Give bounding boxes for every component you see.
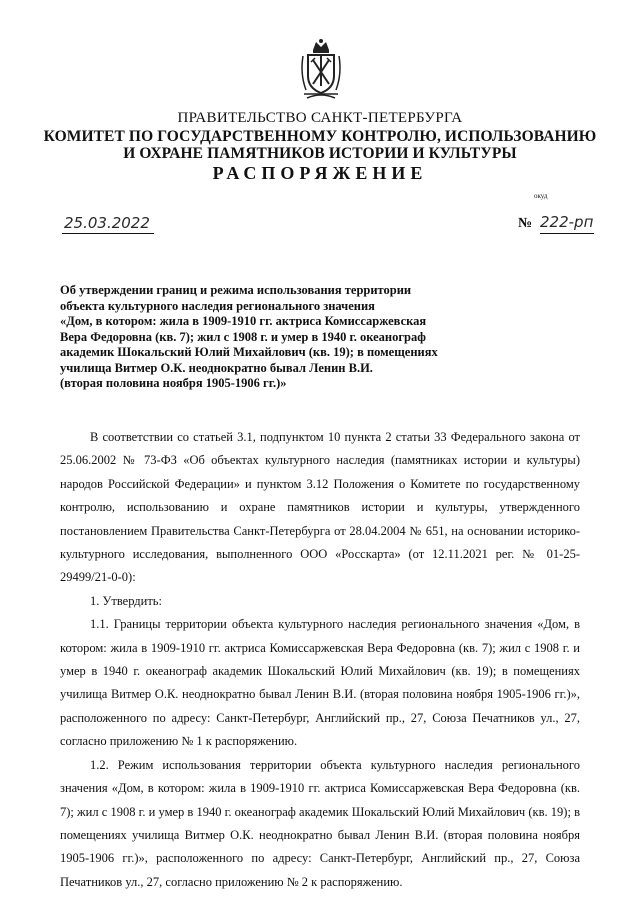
okud-label: окуд — [534, 192, 548, 200]
subject-line: Вера Федоровна (кв. 7); жил с 1908 г. и умер в 1940 г. океанограф — [60, 329, 426, 344]
date-underline — [62, 233, 154, 234]
subject-line: объекта культурного наследия регионального значения — [60, 298, 375, 313]
clause-1-2-paragraph: 1.2. Режим использования территории объекта культурного наследия регионального значения «Дом, в котором: жила в 1909-1910 гг. актриса Комиссаржевская Вера Федоровна (кв. 7); жил с 1908 г. и умер в 1940 г. океанограф академик Шокальский Юлий Михайлович (кв. 19); в помещениях училища Витмер О.К. неоднократно бывал Ленин В.И. (вторая половина ноября 1905-1906 гг.)», расположенного по адресу: Санкт-Петербург, Английский пр., 27, Союза Печатников ул., 27, согласно приложению № 2 к распоряжению. — [60, 757, 580, 889]
preamble-paragraph: В соответствии со статьей 3.1, подпунктом 10 пункта 2 статьи 33 Федерального закона от 25.06.2002 № 73-ФЗ «Об объектах культурного наследия (памятниках истории и культуры) народов Российской Федерации» и пунктом 3.12 Положения о Комитете по государственному контролю, использованию и охране памятников истории и культуры, утвержденного постановлением Правительства Санкт-Петербурга от 28.04.2004 № 651, на основании историко-культурного исследования, выполненного ООО «Росскарта» (от 12.11.2021 рег. № 01-25-29499/21-0-0): — [60, 430, 580, 585]
subject-line: училища Витмер О.К. неоднократно бывал Ленин В.И. — [60, 360, 373, 375]
number-underline — [540, 233, 594, 234]
coat-of-arms-icon — [298, 38, 344, 102]
document-number-label: № — [518, 216, 533, 231]
document-type-title: РАСПОРЯЖЕНИЕ — [212, 163, 428, 183]
committee-name-line2: И ОХРАНЕ ПАМЯТНИКОВ ИСТОРИИ И КУЛЬТУРЫ — [123, 145, 517, 162]
subject-line: академик Шокальский Юлий Михайлович (кв. 19); в помещениях — [60, 345, 438, 359]
document-number: 222-рп — [540, 213, 594, 231]
government-name: ПРАВИТЕЛЬСТВО САНКТ-ПЕТЕРБУРГА — [177, 110, 463, 126]
document-body — [60, 426, 580, 894]
subject-line: «Дом, в котором: жила в 1909-1910 гг. актриса Комиссаржевская — [60, 314, 427, 328]
document-subject — [60, 283, 460, 392]
clause-1-1-paragraph: 1.1. Границы территории объекта культурного наследия регионального значения «Дом, в котором: жила в 1909-1910 гг. актриса Комиссаржевская Вера Федоровна (кв. 7); жил с 1908 г. и умер в 1940 г. океанограф академик Шокальский Юлий Михайлович (кв. 19); в помещениях училища Витмер О.К. неоднократно бывал Ленин В.И. (вторая половина ноября 1905-1906 гг.)», расположенного по адресу: Санкт-Петербург, Английский пр., 27, Союза Печатников ул., 27, согласно приложению № 1 к распоряжению. — [60, 617, 580, 749]
subject-line: Об утверждении границ и режима использования территории — [60, 283, 412, 297]
document-date: 25.03.2022 — [64, 214, 150, 232]
clause-1-paragraph: 1. Утвердить: — [90, 593, 162, 608]
subject-line: (вторая половина ноября 1905-1906 гг.)» — [60, 376, 287, 390]
committee-name-line1: КОМИТЕТ ПО ГОСУДАРСТВЕННОМУ КОНТРОЛЮ, ИСПОЛЬЗОВАНИЮ — [43, 128, 597, 145]
